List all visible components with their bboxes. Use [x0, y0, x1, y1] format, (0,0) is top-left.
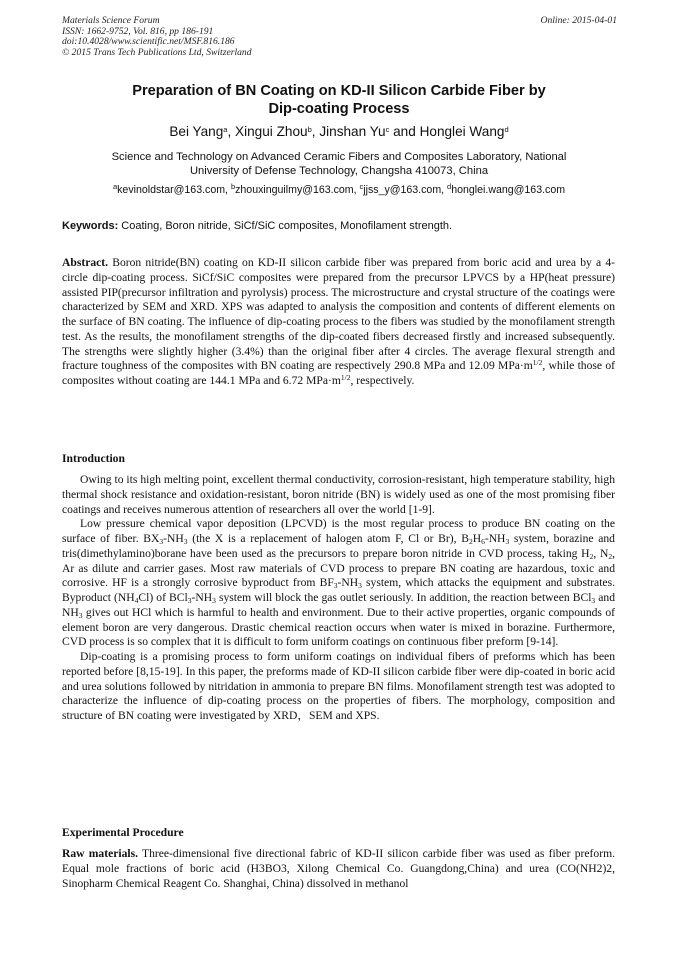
abstract-exponent: 1/2 — [340, 373, 351, 382]
subscript: 2 — [608, 551, 613, 561]
text-run: -NH — [337, 576, 359, 590]
text-run: H — [472, 532, 482, 545]
subscript: 3 — [212, 596, 216, 605]
email-address: honglei.wang@163.com — [451, 184, 566, 196]
text-run: system, which attacks the equipment and substrates. Byproduct (NH — [62, 576, 615, 604]
experimental-body — [62, 847, 615, 891]
subscript: 2 — [589, 551, 594, 561]
affiliation-line-1: Science and Technology on Advanced Ceramic Fibers and Composites Laboratory, National — [111, 151, 567, 163]
issn-line: ISSN: 1662-9752, Vol. 816, pp 186-191 — [62, 25, 214, 37]
subscript: 6 — [481, 537, 485, 546]
raw-materials-label: Raw materials. — [62, 847, 139, 860]
subscript: 3 — [591, 596, 596, 605]
keywords — [62, 219, 617, 233]
abstract-text: , while those of composites without coating are 144.1 MPa and 6.72 MPa·m — [62, 359, 615, 387]
affiliation — [60, 150, 618, 179]
author-name: Xingui Zhou — [235, 124, 308, 139]
author-separator: and — [389, 124, 420, 139]
author-separator: , — [227, 124, 236, 139]
subscript: 3 — [183, 537, 188, 546]
text-run: Cl) of BCl — [138, 591, 188, 604]
text-run: , N — [593, 546, 609, 560]
email-address: kevinoldstar@163.com — [117, 184, 226, 196]
email-address: jjss_y@163.com — [363, 184, 442, 196]
text-run: Low pressure chemical vapor deposition (LPCVD) is the most regular process to produce BN coating on the surface of fiber. BX — [62, 517, 615, 545]
text-run: and NH — [62, 591, 616, 619]
abstract-text: , respectively. — [350, 374, 415, 387]
subscript: 2 — [468, 537, 473, 546]
text-run: -NH — [191, 591, 213, 604]
email-address: zhouxinguilmy@163.com — [235, 184, 354, 196]
author-name: Bei Yang — [169, 124, 224, 139]
email-mark: d — [447, 182, 452, 191]
subscript: 4 — [134, 596, 139, 605]
text-run: gives out HCl which is harmful to health and environment. Due to their active properties, organic compounds of element boron are very dangerous. Drastic chemical reaction occurs when water is mixed in borazine. Furthermore, CVD process is so complex that it is difficult to form uniform coatings on continuous fiber preform [9-14]. — [62, 605, 615, 649]
paper-title — [60, 82, 618, 118]
raw-materials-text: Three-dimensional five directional fabric of KD-II silicon carbide fiber was used as fiber preform. Equal mole fractions of boric acid (H3BO3, Xilong Chemical Co. Guangdong,China) and urea (CO(NH2)2, Sinopharm Chemical Reagent Co. Shanghai, China) dissolved in methanol — [62, 847, 615, 890]
copyright-line: © 2015 Trans Tech Publications Ltd, Switzerland — [62, 46, 252, 58]
online-date: Online: 2015-04-01 — [540, 15, 617, 26]
subscript: 3 — [358, 581, 362, 591]
author-mark: a — [223, 125, 228, 134]
email-separator: , — [441, 184, 448, 196]
email-mark: b — [230, 182, 236, 191]
author-mark: c — [385, 125, 390, 134]
intro-paragraph-3: Dip-coating is a promising process to form uniform coatings on individual fibers of preforms which has been reported before [8,15-19]. In this paper, the preforms made of KD-II silicon carbide fiber were dip-coated in boric acid and urea solutions followed by nitridation in ammonia to prepare BN films. Monofilament strength test was adopted to characterize the influence of dip-coating process on the properties of fibers. The morphology, composition and structure of BN coating were investigated by XRD，SEM and XPS. — [62, 650, 615, 722]
email-separator: , — [225, 184, 231, 196]
intro-paragraph-1: Owing to its high melting point, excellent thermal conductivity, corrosion-resistant, high temperature stability, high thermal shock resistance and oxidation-resistant, boron nitride (BN) is widely used as one of the most promising fiber coatings and receives numerous attention of researchers all over the world [1-9]. — [62, 473, 615, 516]
text-run: -NH — [163, 532, 184, 545]
journal-header — [62, 16, 617, 58]
journal-name: Materials Science Forum — [62, 15, 160, 26]
email-mark: c — [359, 182, 364, 191]
abstract-text: Boron nitride(BN) coating on KD-II silicon carbide fiber was prepared from boric acid and urea by a 4-circle dip-coating process. SiCf/SiC composites were prepared from the precursor LPVCS by a HP(heat pressure) assisted PIP(precursor infiltration and pyrolysis) process. The microstructure and crystal structure of the coatings were characterized by SEM and XRD. XPS was adapted to analysis the composition and contents of different elements on the surface of BN coating. The influence of dip-coating process to the fibers was studied by the monofilament strength test. As the results, the monofilament strengths of the dip-coated fibers decreased firstly and increased subsequently. The strengths were slightly higher (3.4%) than the original fiber after 4 circles. The average flexural strength and fracture toughness of the composites with BN coating are respectively 290.8 MPa and 12.09 MPa·m — [62, 256, 615, 373]
subscript: 3 — [187, 596, 192, 605]
subscript: 3 — [78, 610, 83, 620]
subscript: 3 — [505, 537, 510, 546]
title-line-1: Preparation of BN Coating on KD-II Silicon Carbide Fiber by — [132, 83, 546, 99]
author-list — [60, 123, 618, 140]
email-mark: a — [112, 182, 118, 191]
author-mark: b — [307, 125, 312, 134]
doi-line: doi:10.4028/www.scientific.net/MSF.816.186 — [62, 36, 235, 47]
text-run: system, borazine and tris(dimethylamino)borane have been used as the precursors to prepare boron nitride in CVD process, taking H — [62, 532, 615, 560]
abstract-exponent: 1/2 — [532, 358, 543, 368]
subscript: 3 — [159, 537, 164, 546]
affiliation-line-2: University of Defense Technology, Changsha 410073, China — [189, 165, 489, 178]
email-list — [60, 184, 618, 197]
keywords-text: Coating, Boron nitride, SiCf/SiC composites, Monofilament strength. — [118, 220, 453, 232]
subscript: 3 — [333, 581, 338, 591]
text-run: -NH — [484, 532, 506, 545]
keywords-label: Keywords: — [62, 220, 119, 232]
title-line-2: Dip-coating Process — [268, 101, 410, 117]
text-run: , Ar as dilute and carrier gases. Most raw materials of CVD process to prepare BN coating are hazardous, toxic and corrosive. HF is a strongly corrosive byproduct from BF — [62, 546, 616, 590]
author-name: Jinshan Yu — [319, 124, 386, 139]
introduction-body — [62, 473, 615, 724]
email-separator: , — [353, 184, 360, 196]
text-run: (the X is a replacement of halogen atom F, Cl or Br), B — [187, 532, 469, 545]
text-run: system will block the gas outlet seriously. In addition, the reaction between BCl — [215, 591, 592, 604]
introduction-heading: Introduction — [62, 452, 125, 465]
intro-paragraph-2 — [62, 517, 615, 650]
abstract-label: Abstract. — [62, 256, 109, 269]
author-name: Honglei Wang — [419, 124, 505, 139]
abstract — [62, 256, 615, 389]
experimental-heading: Experimental Procedure — [62, 826, 184, 839]
author-mark: d — [504, 125, 509, 134]
author-separator: , — [311, 124, 320, 139]
